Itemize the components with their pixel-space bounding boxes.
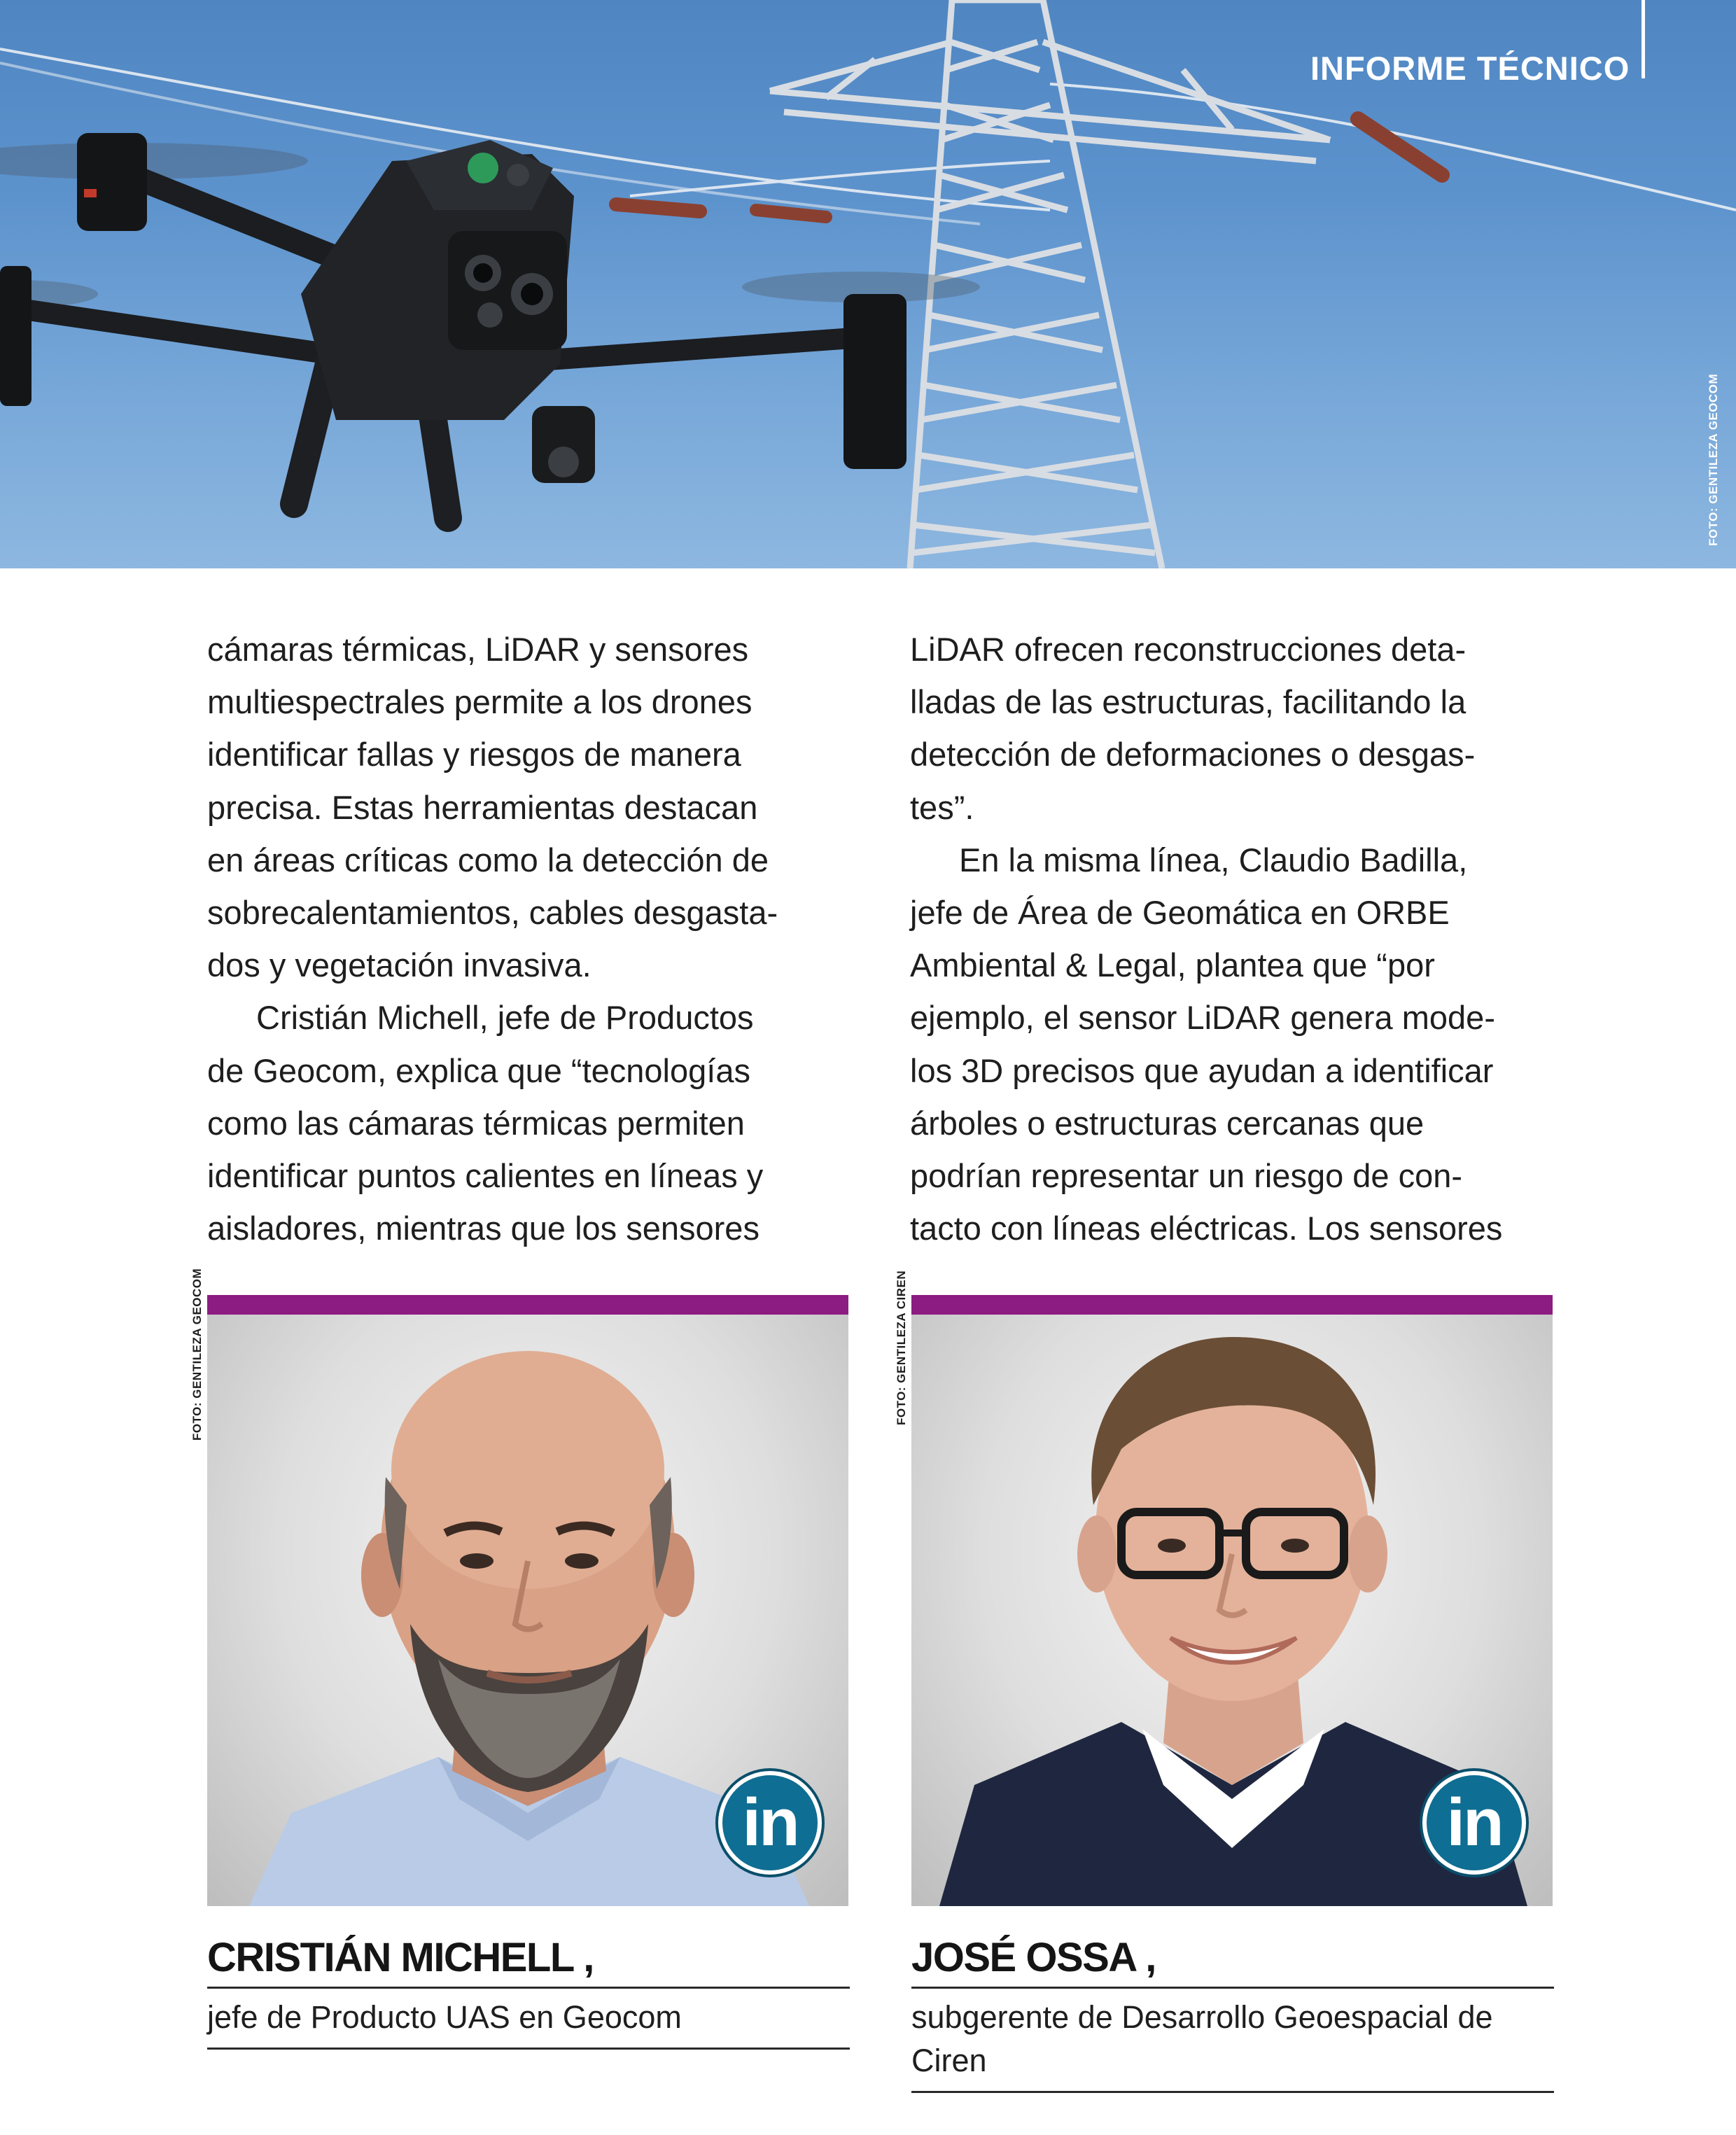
article-line: lladas de las estructuras, facilitando la: [910, 683, 1466, 721]
article-column-left: [207, 623, 879, 1254]
linkedin-icon[interactable]: in: [718, 1771, 822, 1875]
article-line: dos y vegetación invasiva.: [207, 946, 592, 984]
section-label-rule: [1642, 0, 1645, 78]
linkedin-icon[interactable]: in: [1422, 1771, 1526, 1875]
profile-photo-cristian-michell: [207, 1295, 848, 1906]
article-column-right: [910, 623, 1582, 1254]
profile-caption-right: [911, 1932, 1554, 2093]
profile-name: CRISTIÁN MICHELL ,: [207, 1932, 850, 1989]
article-line: jefe de Área de Geomática en ORBE: [910, 894, 1450, 932]
article-line: los 3D precisos que ayudan a identificar: [910, 1051, 1494, 1089]
article-line: multiespectrales permite a los drones: [207, 683, 752, 721]
article-line: detección de deformaciones o desgas-: [910, 736, 1476, 774]
section-label: INFORME TÉCNICO: [1310, 50, 1630, 87]
article-line: podrían representar un riesgo de con-: [910, 1157, 1463, 1195]
article-line: Cristián Michell, jefe de Productos: [256, 999, 754, 1037]
hero-photo-credit: FOTO: GENTILEZA GEOCOM: [1707, 373, 1720, 546]
profile-photo-credit-left: FOTO: GENTILEZA GEOCOM: [190, 1268, 204, 1441]
article-line: precisa. Estas herramientas destacan: [207, 788, 758, 826]
article-line: sobrecalentamientos, cables desgasta-: [207, 894, 778, 932]
article-line: Ambiental & Legal, plantea que “por: [910, 946, 1435, 984]
article-line: identificar puntos calientes en líneas y: [207, 1157, 764, 1195]
profile-role: jefe de Producto UAS en Geocom: [207, 1989, 850, 2050]
hero-photo: [0, 0, 1736, 568]
article-line: En la misma línea, Claudio Badilla,: [959, 841, 1468, 878]
drone: [0, 133, 980, 518]
profile-photo-jose-ossa: [911, 1295, 1553, 1906]
article-line: tacto con líneas eléctricas. Los sensores: [910, 1210, 1503, 1247]
article-line: LiDAR ofrecen reconstrucciones deta-: [910, 631, 1466, 668]
article-line: de Geocom, explica que “tecnologías: [207, 1051, 750, 1089]
article-line: árboles o estructuras cercanas que: [910, 1104, 1424, 1142]
article-line: aisladores, mientras que los sensores: [207, 1210, 760, 1247]
article-line: cámaras térmicas, LiDAR y sensores: [207, 631, 749, 668]
article-line: como las cámaras térmicas permiten: [207, 1104, 745, 1142]
article-line: ejemplo, el sensor LiDAR genera mode-: [910, 999, 1495, 1037]
profile-photo-credit-right: FOTO: GENTILEZA CIREN: [895, 1270, 908, 1425]
article-line: identificar fallas y riesgos de manera: [207, 736, 741, 774]
article-line: en áreas críticas como la detección de: [207, 841, 769, 878]
profile-caption-left: [207, 1932, 850, 2050]
profile-name: JOSÉ OSSA ,: [911, 1932, 1554, 1989]
article-line: tes”.: [910, 788, 974, 826]
profile-role: subgerente de Desarrollo Geoespacial de Ciren: [911, 1989, 1554, 2093]
